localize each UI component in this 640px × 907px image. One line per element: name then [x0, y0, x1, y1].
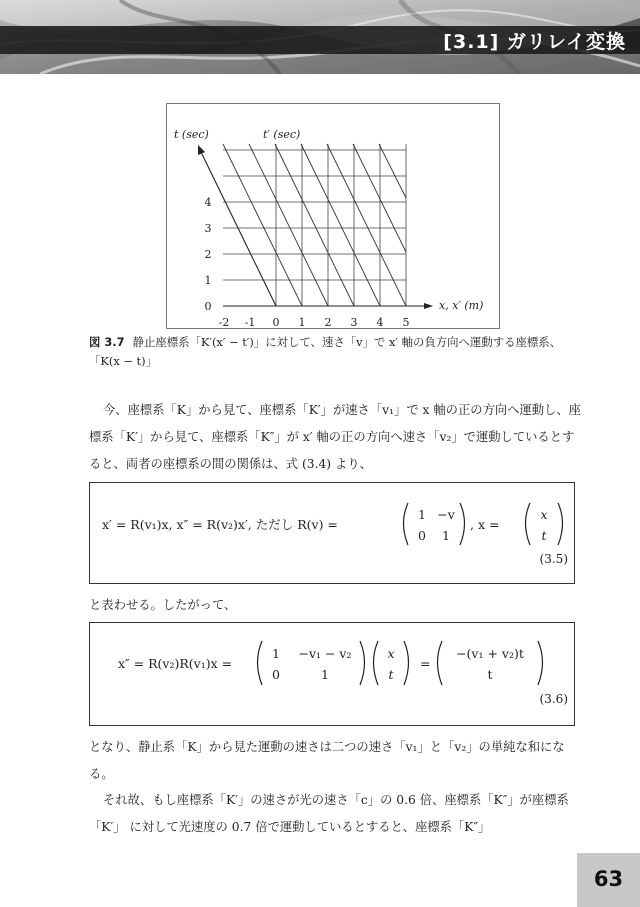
y-tick-3: 3 — [204, 222, 212, 235]
eq2-m21: 0 — [272, 667, 280, 682]
eq2-matrix-right-paren — [360, 641, 365, 685]
eq2-result-left-paren — [438, 641, 443, 685]
equation-box-3-5 — [89, 482, 575, 584]
x-tick-0: 0 — [272, 316, 280, 328]
x-tick-5: 5 — [402, 316, 410, 328]
section-title: [3.1] ガリレイ変換 — [443, 31, 626, 53]
eq2-result-1: −(v₁ + v₂)t — [456, 646, 524, 661]
x-tick-m1: -1 — [244, 316, 256, 328]
eq2-equals: = — [420, 656, 431, 671]
equation-3-5 — [90, 483, 574, 583]
eq2-vec-x: x — [387, 646, 395, 661]
diag-line-5 — [327, 144, 406, 306]
eq2-result-right-paren — [538, 641, 543, 685]
eq1-vec-x: x — [540, 507, 548, 522]
eq1-vector-left-paren — [526, 503, 531, 545]
diag-line-6 — [353, 144, 406, 252]
x-tick-4: 4 — [376, 316, 384, 328]
eq2-m22: 1 — [321, 667, 329, 682]
eq1-lhs: x′ = R(v₁)x, x″ = R(v₂)x′, ただし R(v) = — [102, 517, 338, 532]
diag-line-4 — [301, 144, 380, 306]
eq2-number: (3.6) — [539, 692, 568, 706]
eq2-m12: −v₁ − v₂ — [298, 646, 352, 661]
y-tick-1: 1 — [204, 274, 212, 287]
eq1-m11: 1 — [418, 507, 426, 522]
eq1-matrix-right-paren — [460, 503, 465, 545]
eq2-vector-left-paren — [374, 641, 379, 685]
eq1-vec-t: t — [541, 528, 547, 543]
eq1-matrix-left-paren — [404, 503, 409, 545]
paragraph-2: と表わせる。したがって、 — [89, 598, 237, 612]
equation-box-3-6 — [89, 622, 575, 726]
spacetime-diagram — [167, 104, 499, 328]
paragraph-4: それ故、もし座標系「K′」の速さが光の速さ「c」の 0.6 倍、座標系「K″」が座標系「K′」 に対して光速度の 0.7 倍で運動しているとすると、座標系「K″」 — [89, 793, 569, 834]
paragraph-3: となり、静止系「K」から見た運動の速さは二つの速さ「v₁」と「v₂」の単純な和になる。 — [89, 740, 565, 781]
paragraph-1: 今、座標系「K」から見て、座標系「K′」が速さ「v₁」で x 軸の正の方向へ運動し、座標系「K′」から見て、座標系「K″」が x′ 軸の正の方向へ速さ「v₂」で運動しているとすると、両者の座標系の間の関係は、式 (3.4) より、 — [89, 403, 581, 471]
x-tick-2: 2 — [324, 316, 332, 328]
eq1-vec-name: , x = — [470, 517, 500, 532]
eq2-m11: 1 — [272, 646, 280, 661]
figure-caption — [89, 333, 579, 371]
eq2-lhs: x″ = R(v₂)R(v₁)x = — [118, 656, 233, 671]
tprime-axis-label: t′ (sec) — [263, 128, 301, 141]
figure-3-7 — [166, 103, 500, 329]
t-axis-arrow — [198, 145, 205, 155]
eq1-m12: −v — [437, 507, 455, 522]
eq2-matrix-left-paren — [258, 641, 263, 685]
eq1-number: (3.5) — [539, 552, 568, 566]
x-tick-1: 1 — [298, 316, 306, 328]
y-tick-4: 4 — [204, 196, 212, 209]
eq1-m21: 0 — [418, 528, 426, 543]
x-axis-label: x, x′ (m) — [439, 299, 484, 312]
diag-line-1 — [223, 144, 302, 306]
caption-label: 図 3.7 — [89, 335, 125, 349]
equation-3-6 — [90, 623, 574, 725]
x-axis-arrow — [424, 303, 433, 309]
page-number: 63 — [593, 867, 624, 891]
x-tick-3: 3 — [350, 316, 358, 328]
eq1-vector-right-paren — [558, 503, 563, 545]
x-tick-m2: -2 — [218, 316, 230, 328]
y-tick-2: 2 — [204, 248, 212, 261]
diag-line-3 — [275, 144, 354, 306]
diag-line-7 — [379, 144, 406, 198]
eq2-vector-right-paren — [404, 641, 409, 685]
diag-line-2 — [249, 144, 328, 306]
eq2-vec-t: t — [388, 667, 394, 682]
eq1-m22: 1 — [442, 528, 450, 543]
eq2-result-2: t — [487, 667, 493, 682]
page-header — [0, 0, 640, 74]
page-number-tab — [577, 853, 640, 907]
y-tick-0: 0 — [204, 300, 212, 313]
t-axis-label: t (sec) — [174, 128, 209, 141]
caption-text: 静止座標系「K′(x′ − t′)」に対して、速さ「v」で x′ 軸の負方向へ運動する座標系、「K(x − t)」 — [89, 335, 562, 368]
